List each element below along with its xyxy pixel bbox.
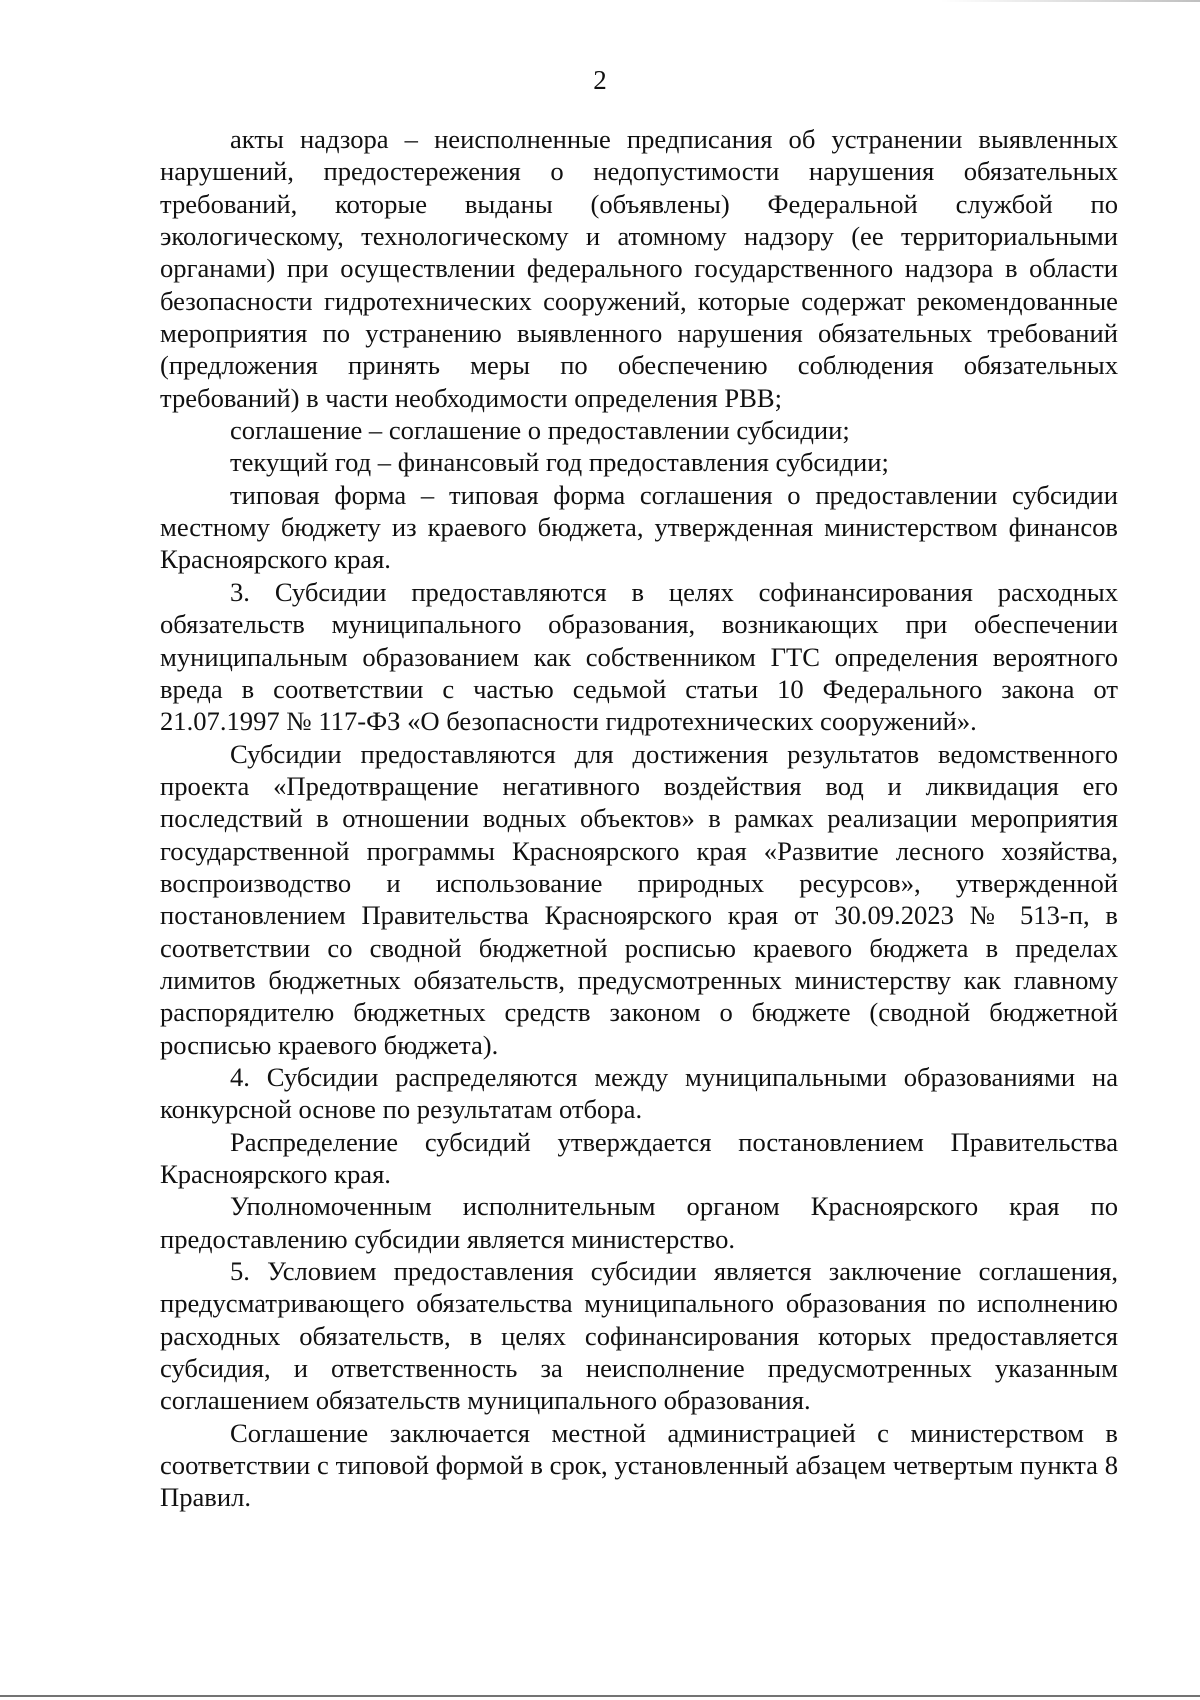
paragraph-standard-form-definition: типовая форма – типовая форма соглашения о предоставлении субсидии местному бюджету из краевого бюджета, утвержденная министерством финансов Красноярского края. (160, 479, 1118, 575)
scan-edge-top (940, 0, 1200, 2)
page-number: 2 (593, 65, 607, 95)
paragraph-distribution: Распределение субсидий утверждается постановлением Правительства Красноярского края. (160, 1126, 1118, 1189)
paragraph-agreement-definition: соглашение – соглашение о предоставлении субсидии; (230, 415, 850, 446)
paragraph-supervision-acts: акты надзора – неисполненные предписания об устранении выявленных нарушений, предостережения о недопустимости нарушения обязательных требований, которые выданы (объявлены) Федеральной службой по экологическому, технологическому и атомному надзору (ее территориальными органами) при осуществлении федерального государственного надзора в области безопасности гидротехнических сооружений, которые содержат рекомендованные мероприятия по устранению выявленного нарушения обязательных требований (предложения принять меры по обеспечению соблюдения обязательных требований) в части необходимости определения РВВ; (160, 124, 1118, 413)
paragraph-item-4: 4. Субсидии распределяются между муниципальными образованиями на конкурсной основе по результатам отбора. (160, 1061, 1118, 1125)
document-body (160, 123, 1118, 1514)
scan-edge-bottom (0, 1695, 1200, 1697)
paragraph-item-3: 3. Субсидии предоставляются в целях софинансирования расходных обязательств муниципального образования, возникающих при обеспечении муниципальным образованием как собственником ГТС определения вероятного вреда в соответствии с частью седьмой статьи 10 Федерального закона от 21.07.1997 № 117-ФЗ «О безопасности гидротехнических сооружений». (160, 576, 1118, 737)
paragraph-authorized-body: Уполномоченным исполнительным органом Красноярского края по предоставлению субсидии является министерство. (160, 1191, 1118, 1254)
paragraph-subsidy-purpose: Субсидии предоставляются для достижения результатов ведомственного проекта «Предотвращение негативного воздействия вод и ликвидация его последствий в отношении водных объектов» в рамках реализации мероприятия государственной программы Красноярского края «Развитие лесного хозяйства, воспроизводство и использование природных ресурсов», утвержденной постановлением Правительства Красноярского края от 30.09.2023 № 513-п, в соответствии со сводной бюджетной росписью краевого бюджета в пределах лимитов бюджетных обязательств, предусмотренных министерству как главному распорядителю бюджетных средств законом о бюджете (сводной бюджетной росписью краевого бюджета). (160, 738, 1118, 1060)
paragraph-agreement-conclusion: Соглашение заключается местной администрацией с министерством в соответствии с типовой формой в срок, установленный абзацем четвертым пункта 8 Правил. (160, 1417, 1118, 1513)
paragraph-item-5: 5. Условием предоставления субсидии является заключение соглашения, предусматривающего обязательства муниципального образования по исполнению расходных обязательств, в целях софинансирования которых предоставляется субсидия, и ответственность за неисполнение предусмотренных указанным соглашением обязательств муниципального образования. (160, 1256, 1118, 1416)
paragraph-current-year-definition: текущий год – финансовый год предоставления субсидии; (230, 447, 889, 478)
